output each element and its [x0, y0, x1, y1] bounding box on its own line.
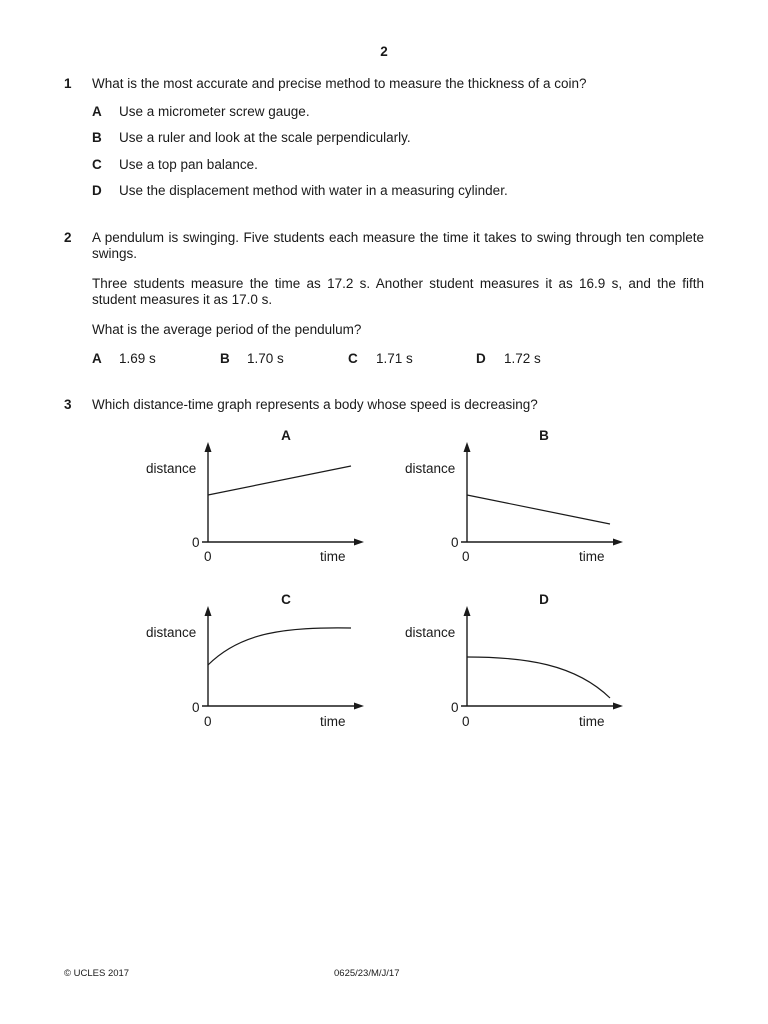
graph-d-y-arrow — [464, 606, 471, 616]
graph-d — [455, 602, 627, 714]
graph-b — [455, 438, 627, 550]
q1-option-b-text: Use a ruler and look at the scale perpendicularly. — [119, 130, 411, 145]
graph-a-origin-y: 0 — [192, 535, 200, 550]
question-1-text: What is the most accurate and precise method to measure the thickness of a coin? — [92, 76, 587, 91]
graph-a-ylabel: distance — [146, 461, 197, 476]
q1-option-b-letter: B — [92, 130, 102, 145]
graph-b-x-arrow — [613, 539, 623, 546]
graph-a-x-arrow — [354, 539, 364, 546]
graph-b-curve — [467, 495, 610, 524]
graph-a-curve — [208, 466, 351, 495]
question-2-paragraph-2: Three students measure the time as 17.2 s. Another student measures it as 16.9 s, and the fifth student measures it as 17.0 s. — [92, 276, 704, 307]
q2-option-d-letter: D — [476, 351, 486, 366]
q2-option-d-text: 1.72 s — [504, 351, 541, 366]
page-number: 2 — [380, 44, 388, 59]
graph-b-xlabel: time — [579, 549, 605, 564]
graph-b-letter: B — [539, 428, 549, 443]
q1-option-c-text: Use a top pan balance. — [119, 157, 258, 172]
question-3-number: 3 — [64, 397, 72, 412]
graph-b-origin-y: 0 — [451, 535, 459, 550]
q2-option-b-letter: B — [220, 351, 230, 366]
graph-a-y-arrow — [205, 442, 212, 452]
graph-d-ylabel: distance — [405, 625, 456, 640]
graph-c-x-arrow — [354, 703, 364, 710]
q1-option-c-letter: C — [92, 157, 102, 172]
graph-c-origin-y: 0 — [192, 700, 200, 715]
q1-option-d-text: Use the displacement method with water in a measuring cylinder. — [119, 183, 508, 198]
graph-c-origin-x: 0 — [204, 714, 212, 729]
q2-option-c-letter: C — [348, 351, 358, 366]
graph-a-letter: A — [281, 428, 291, 443]
graph-a — [196, 438, 368, 550]
graph-c — [196, 602, 368, 714]
question-2-prompt: What is the average period of the pendulum? — [92, 322, 362, 337]
graph-c-y-arrow — [205, 606, 212, 616]
graph-a-xlabel: time — [320, 549, 346, 564]
q1-option-a-letter: A — [92, 104, 102, 119]
graph-c-ylabel: distance — [146, 625, 197, 640]
question-2-paragraph-1: A pendulum is swinging. Five students each measure the time it takes to swing through ten complete swings. — [92, 230, 704, 261]
q2-option-c-text: 1.71 s — [376, 351, 413, 366]
graph-b-origin-x: 0 — [462, 549, 470, 564]
q1-option-a-text: Use a micrometer screw gauge. — [119, 104, 310, 119]
graph-d-xlabel: time — [579, 714, 605, 729]
graph-b-ylabel: distance — [405, 461, 456, 476]
graph-c-letter: C — [281, 592, 291, 607]
graph-d-curve — [467, 657, 610, 698]
footer-paper-code: 0625/23/M/J/17 — [334, 968, 400, 979]
graph-d-origin-x: 0 — [462, 714, 470, 729]
graph-c-curve — [208, 628, 351, 665]
footer-copyright: © UCLES 2017 — [64, 968, 130, 979]
q1-option-d-letter: D — [92, 183, 102, 198]
q2-option-b-text: 1.70 s — [247, 351, 284, 366]
graph-d-origin-y: 0 — [451, 700, 459, 715]
graph-d-x-arrow — [613, 703, 623, 710]
graph-d-letter: D — [539, 592, 549, 607]
q2-option-a-letter: A — [92, 351, 102, 366]
graph-b-y-arrow — [464, 442, 471, 452]
q2-option-a-text: 1.69 s — [119, 351, 156, 366]
question-1-number: 1 — [64, 76, 72, 91]
question-3-text: Which distance-time graph represents a body whose speed is decreasing? — [92, 397, 538, 412]
graph-a-origin-x: 0 — [204, 549, 212, 564]
question-2-number: 2 — [64, 230, 72, 245]
graph-c-xlabel: time — [320, 714, 346, 729]
